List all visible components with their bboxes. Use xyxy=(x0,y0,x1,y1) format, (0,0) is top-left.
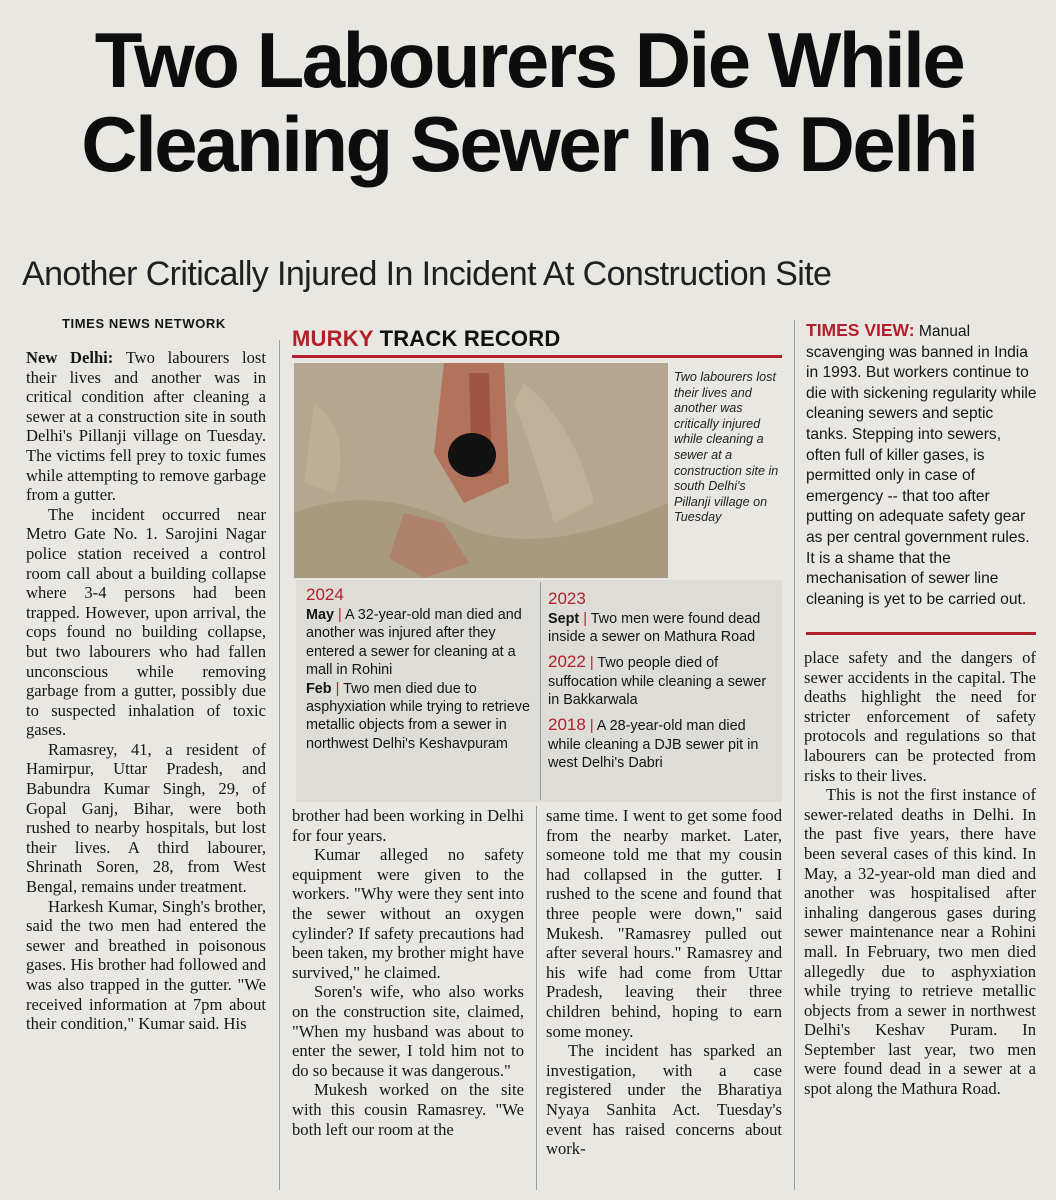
timeline-text: Two people died of suffocation while cleaning a sewer in Bakkarwala xyxy=(548,654,767,709)
box-title-rule xyxy=(292,355,782,358)
timeline-year: 2024 xyxy=(306,585,344,604)
column-divider xyxy=(279,340,280,1190)
times-view-rule xyxy=(806,632,1036,635)
body-paragraph: brother had been working in Delhi for four years. xyxy=(292,806,524,845)
timeline-text: Two men were found dead inside a sewer on Mathura Road xyxy=(548,611,761,646)
body-paragraph: Ramasrey, 41, a resident of Hamirpur, Uttar Pradesh, and Babundra Kumar Singh, 29, of Gopal Ganj, Bihar, were both rushed to nearby hospitals, but lost their lives. A third labourer, Shrinath Soren, 28, from West Bengal, remains under treatment. xyxy=(26,739,266,897)
subheadline: Another Critically Injured In Incident At Construction Site xyxy=(22,255,832,293)
times-view-text: Manual scavenging was banned in India in 1993. But workers continue to die with sickening regularity while cleaning sewers and septic tanks. Stepping into sewers, often full of killer gases, is permitted only in case of emergency -- that too after putting on adequate safety gear as per central government rules. It is a shame that the mechanisation of sewer line cleaning is yet to be carried out. xyxy=(806,323,1037,608)
photo-caption: Two labourers lost their lives and another was critically injured while cleaning a sewer at a construction site in south Delhi's Pillanji village on Tuesday xyxy=(674,370,779,525)
byline: TIMES NEWS NETWORK xyxy=(62,316,226,331)
article-column-3 xyxy=(546,806,782,1159)
headline: Two Labourers Die While Cleaning Sewer In S Delhi xyxy=(81,16,977,188)
timeline-text: Two men died due to asphyxiation while trying to retrieve metallic objects from a sewer in northwest Delhi's Keshavpuram xyxy=(306,680,530,752)
timeline-entry: May | A 32-year-old man died and another was injured after they entered a sewer for cleaning at a mall in Rohini xyxy=(306,607,522,679)
timeline-year: 2018 xyxy=(548,714,586,734)
article-column-1 xyxy=(26,348,266,1034)
times-view-label: TIMES VIEW: xyxy=(806,320,915,340)
timeline-month: Feb xyxy=(306,680,332,697)
timeline-entry: 2022 | Two people died of suffocation while cleaning a sewer in Bakkarwala xyxy=(548,651,767,709)
body-paragraph: Mukesh worked on the site with this cousin Ramasrey. "We both left our room at the xyxy=(292,1080,524,1139)
body-paragraph: place safety and the dangers of sewer accidents in the capital. The deaths highlight the need for stricter enforcement of safety protocols and regulations so that labourers can be protected from risks to their lives. xyxy=(804,648,1036,785)
timeline-month: Sept xyxy=(548,611,580,627)
column-divider xyxy=(794,320,795,1190)
sewer-photo xyxy=(294,363,668,578)
body-paragraph: same time. I went to get some food from the nearby market. Later, someone told me that my cousin had collapsed in the gutter. I rushed to the scene and found that three people were down," said Mukesh. "Ramasrey pulled out after several hours." Ramasrey and his wife had come from Uttar Pradesh, leaving their three children behind, hoping to earn some money. xyxy=(546,806,782,1041)
body-paragraph: Soren's wife, who also works on the construction site, claimed, "When my husband was about to enter the sewer, I told him not to do so because it was dangerous." xyxy=(292,982,524,1080)
timeline-text: A 32-year-old man died and another was injured after they entered a sewer for cleaning at a mall in Rohini xyxy=(306,607,522,679)
column-divider xyxy=(536,806,537,1190)
box-title xyxy=(292,326,560,352)
timeline-month: May xyxy=(306,607,334,623)
article-column-2 xyxy=(292,806,524,1139)
timeline-older xyxy=(548,588,776,772)
body-paragraph: Kumar alleged no safety equipment were given to the workers. "Why were they sent into the sewer without an oxygen cylinder? If safety precautions had been taken, my brother might have survived," he claimed. xyxy=(292,845,524,982)
timeline-entry: 2018 | A 28-year-old man died while cleaning a DJB sewer pit in west Delhi's Dabri xyxy=(548,714,759,772)
box-title-black: TRACK RECORD xyxy=(373,326,561,351)
sewer-photo-image xyxy=(294,363,668,578)
body-paragraph: This is not the first instance of sewer-related deaths in Delhi. In the past five years, there have been several cases of this kind. In May, a 32-year-old man died and another was hospitalised after inhaling dangerous gases during sewer maintenance near a Rohini mall. In February, two men died allegedly due to asphyxiation while trying to retrieve metallic objects from a sewer in northwest Delhi's Keshav Puram. In September last year, two men were found dead in a sewer at a spot along the Mathura Road. xyxy=(804,785,1036,1099)
timeline-entry: Feb | Two men died due to asphyxiation while trying to retrieve metallic objects from a sewer in northwest Delhi's Keshavpuram xyxy=(306,680,530,752)
timeline-text: A 28-year-old man died while cleaning a DJB sewer pit in west Delhi's Dabri xyxy=(548,717,759,772)
box-title-red: MURKY xyxy=(292,326,374,351)
lead-text: Two labourers lost their lives and another was in critical condition after cleaning a sewer at a construction site in south Delhi's Pillanji village on Tuesday. The victims fell prey to toxic fumes while attempting to remove garbage from a gutter. xyxy=(26,348,266,505)
article-column-4 xyxy=(804,648,1036,1099)
timeline-2024 xyxy=(306,584,532,753)
body-paragraph: The incident occurred near Metro Gate No. 1. Sarojini Nagar police station received a control room call about a building collapse where 3-4 persons had been trapped. However, upon arrival, the cops found no building collapse, but two labourers who had fallen unconscious while removing garbage from a gutter, possibly due to suspected inhalation of toxic gases. xyxy=(26,504,266,740)
lead-paragraph xyxy=(26,348,266,505)
timeline-entry: Sept | Two men were found dead inside a sewer on Mathura Road xyxy=(548,611,761,646)
timeline-year: 2023 xyxy=(548,589,586,608)
times-view xyxy=(806,320,1038,610)
dateline: New Delhi: xyxy=(26,348,114,367)
timeline-divider xyxy=(540,582,541,800)
timeline-year: 2022 xyxy=(548,651,586,671)
body-paragraph: The incident has sparked an investigation, with a case registered under the Bharatiya Nyaya Sanhita Act. Tuesday's event has raised concerns about work- xyxy=(546,1041,782,1159)
body-paragraph: Harkesh Kumar, Singh's brother, said the two men had entered the sewer and breathed in poisonous gases. His brother had followed and was also trapped in the gutter. "We received information at 7pm about their condition," Kumar said. His xyxy=(26,896,266,1034)
